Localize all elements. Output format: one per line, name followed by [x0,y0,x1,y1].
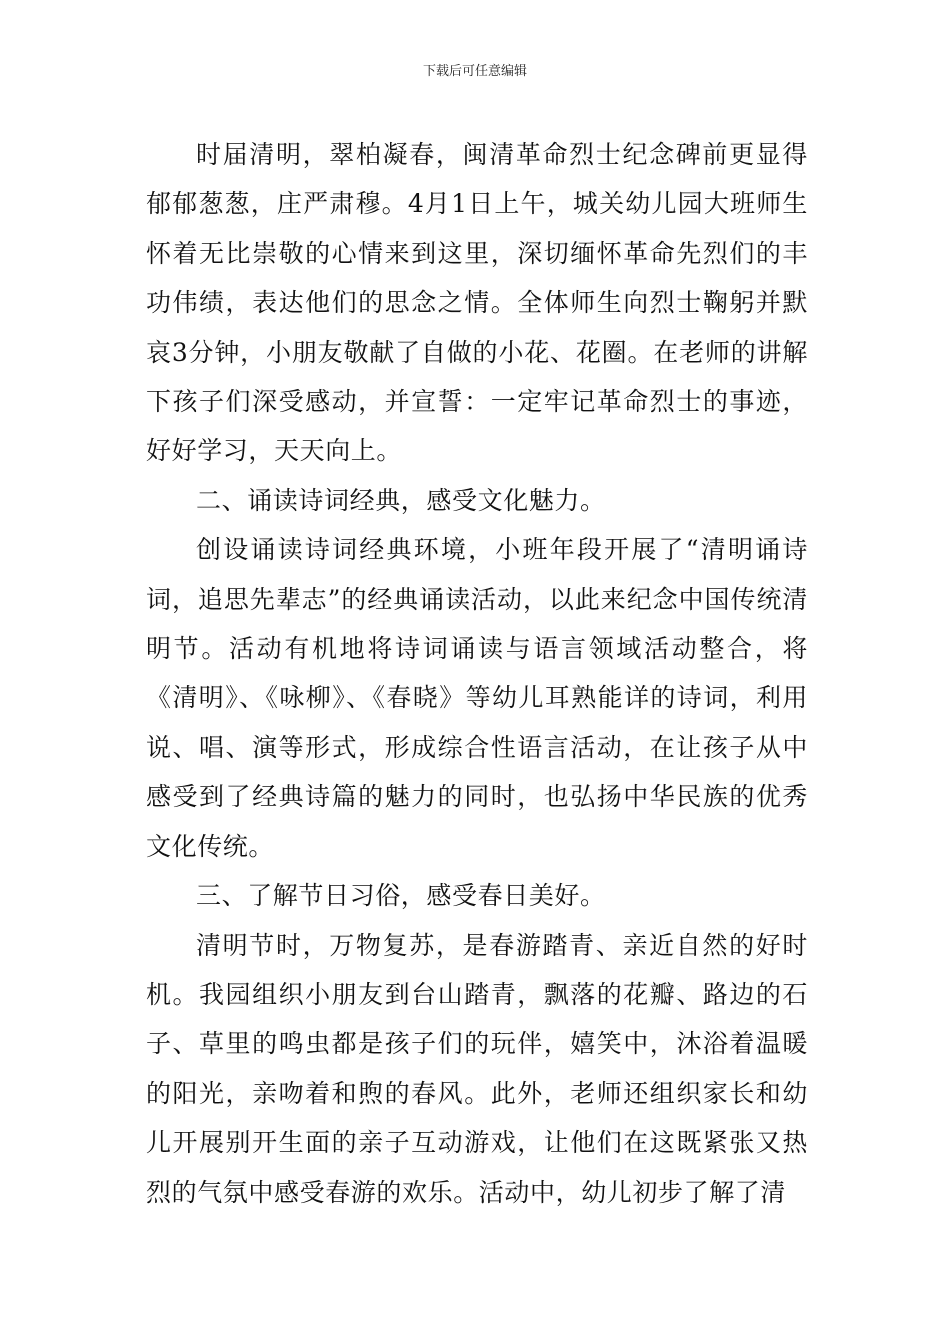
paragraph-memorial: 时届清明，翠柏凝春，闽清革命烈士纪念碑前更显得郁郁葱葱，庄严肃穆。4月1日上午，城关幼儿园大班师生怀着无比崇敬的心情来到这里，深切缅怀革命先烈们的丰功伟绩，表达他们的思念之情。全体师生向烈士鞠躬并默哀3分钟，小朋友敬献了自做的小花、花圈。在老师的讲解下孩子们深受感动，并宣誓：一定牢记革命烈士的事迹，好好学习，天天向上。 [146,140,808,466]
paragraph-poetry: 创设诵读诗词经典环境，小班年段开展了“清明诵诗词，追思先辈志”的经典诵读活动，以此来纪念中国传统清明节。活动有机地将诗词诵读与语言领域活动整合，将《清明》、《咏柳》、《春晓》等幼儿耳熟能详的诗词，利用说、唱、演等形式，形成综合性语言活动，在让孩子从中感受到了经典诗篇的魅力的同时，也弘扬中华民族的优秀文化传统。 [146,535,808,861]
document-body [146,130,808,1217]
paragraph-spring-outing: 清明节时，万物复苏，是春游踏青、亲近自然的好时机。我园组织小朋友到台山踏青，飘落的花瓣、路边的石子、草里的鸣虫都是孩子们的玩伴，嬉笑中，沐浴着温暖的阳光，亲吻着和煦的春风。此外，老师还组织家长和幼儿开展别开生面的亲子互动游戏，让他们在这既紧张又热烈的气氛中感受春游的欢乐。活动中，幼儿初步了解了清 [146,930,808,1207]
section-heading-customs: 三、了解节日习俗，感受春日美好。 [196,881,606,911]
section-heading-poetry: 二、诵读诗词经典，感受文化魅力。 [196,485,606,515]
page-header: 下载后可任意编辑 [422,64,527,79]
